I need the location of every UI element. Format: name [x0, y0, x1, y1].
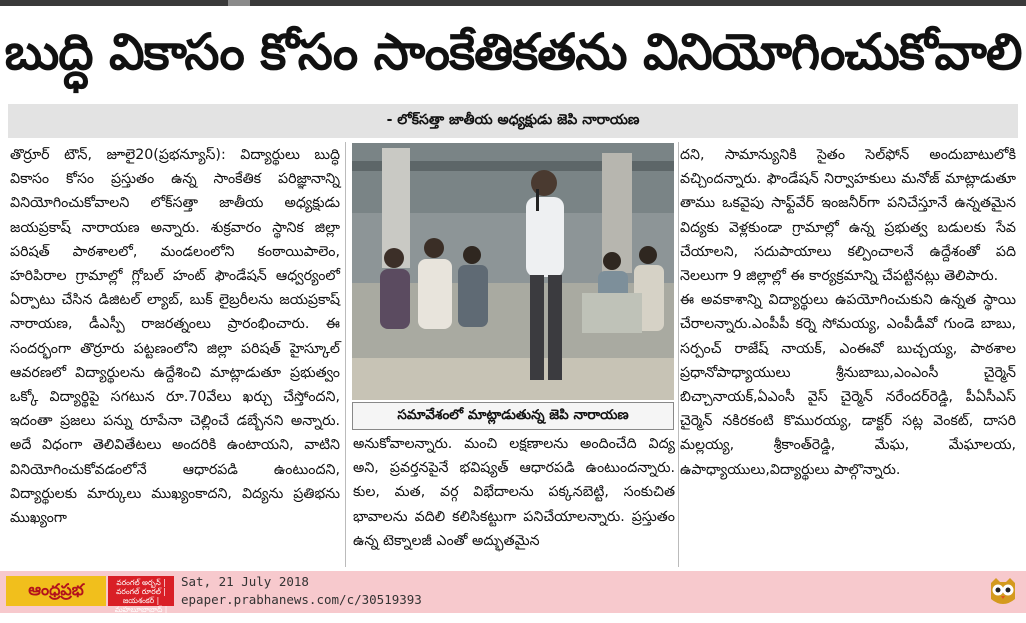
article-text-col1: తొర్రూర్ టౌన్, జూలై20(ప్రభన్యూస్): విద్యార్థులు బుద్ధి వికాసం కోసం ప్రస్తుతం ఉన్న సాంకేతిక పరిజ్ఞానాన్ని వినియోగించుకోవాలని లోక్‌సత్తా జాతీయ అధ్యక్షుడు జయప్రకాష్ నారాయణ అన్నారు. శుక్రవారం స్థానిక జిల్లా పరిషత్ పాఠశాలలో, మండలంలోని కంఠాయిపాలెం, హరిపిరాల గ్రామాల్లో గ్లోబల్ హంట్ ఫౌండేషన్ ఆధ్వర్యంలో ఏర్పాటు చేసిన డిజిటల్ ల్యాబ్, బుక్ లైబ్రరీలను జయప్రకాష్ నారాయణ, డీఎస్పీ రాజరత్నంలు ప్రారంభించారు. ఈ సందర్భంగా తొర్రూరు పట్టణంలోని జిల్లా పరిషత్ హైస్కూల్ ఆవరణలో విద్యార్థులను ఉద్దేశించి మాట్లాడుతూ ప్రభుత్వం ఒక్కో విద్యార్థిపై సగటున రూ.70వేలు ఖర్చు చేస్తోందని, ఇదంతా ప్రజలు పన్ను రూపేనా చెల్లించే డబ్బేనని అన్నారు. అదే విధంగా తెలివితేటలు అందరికి ఉంటాయని, వాటిని వినియోగించుకోవడంలోనే ఆధారపడి ఉంటుందని, విద్యార్థులకు మార్కులు ముఖ్యంకాదని, విద్యను ప్రతిభను ముఖ్యంగా — [10, 147, 340, 527]
edition-list: వరంగల్ అర్బన్ | వరంగల్ రూరల్ | జయశంకర్ | మహబూబాబాద్ | జనగామ — [108, 576, 174, 606]
article-subheadline: - లోక్‌సత్తా జాతీయ అధ్యక్షుడు జెపి నారాయణ — [8, 104, 1018, 138]
article-column-left — [10, 143, 340, 567]
article-headline: బుద్ధి వికాసం కోసం సాంకేతికతను వినియోగించుకోవాలి — [4, 22, 1022, 81]
newspaper-logo: ఆంధ్రప్రభ — [6, 576, 106, 606]
speaker-photo-illustration — [352, 143, 674, 400]
epaper-footer — [0, 571, 1026, 623]
article-text-col3b: ఈ అవకాశాన్ని విద్యార్థులు ఉపయోగించుకుని ఉన్నత స్థాయి చేరాలన్నారు.ఎంపీపీ కర్నె సోమయ్య, ఎంపీడీవో గుండె బాబు, సర్పంచ్ రాజేష్ నాయక్, ఎంఈవో బుచ్చయ్య, పాఠశాల ప్రధానోపాధ్యాయులు శ్రీనుబాబు,ఎంఎంసీ చైర్మెన్ బిచ్చానాయక్,ఏఎంసీ వైస్ చైర్మెన్ నరేందర్‌రెడ్డి, పీఏసీఎస్ చైర్మెన్ నకిరకంటి కొమురయ్య, డాక్టర్ సట్ల వెంకట్, దాసరి మల్లయ్య, శ్రీకాంత్‌రెడ్డి, మేఘ, మేఘాలయ, ఉపాధ్యాయులు,విద్యార్థులు పాల్గొన్నారు. — [680, 292, 1016, 478]
top-page-strip-marker — [228, 0, 250, 6]
photo-caption: సమావేశంలో మాట్లాడుతున్న జెపి నారాయణ — [352, 402, 674, 430]
top-page-strip — [0, 0, 1026, 6]
publication-date: Sat, 21 July 2018 — [181, 574, 309, 589]
article-text-col3a: దని, సామాన్యునికి సైతం సెల్‌ఫోన్ అందుబాటులోకి వచ్చిందన్నారు. ఫౌండేషన్ నిర్వాహకులు మనోజ్ మాట్లాడుతూ తాము ఒకవైపు సాఫ్ట్‌వేర్ ఇంజనీర్‌గా పనిచేస్తూనే ఉన్నతమైన విద్యకు వెళ్లకుండా గ్రామాల్లో ఉన్న ప్రభుత్వ బడులకు సేవ చేయాలని, సదుపాయాలు కల్పించాలనే ఉద్దేశంతో పది నెలలుగా 9 జిల్లాల్లో ఈ కార్యక్రమాన్ని చేపట్టినట్లు తెలిపారు. — [680, 147, 1016, 285]
column-divider-right — [678, 142, 679, 567]
article-column-right — [680, 143, 1016, 567]
article-column-middle — [353, 432, 675, 567]
column-divider-left — [345, 142, 346, 567]
article-text-col2: అనుకోవాలన్నారు. మంచి లక్షణాలను అందించేది విద్య అని, ప్రవర్తనపైనే భవిష్యత్ ఆధారపడి ఉంటుందన్నారు. కుల, మత, వర్గ విభేదాలను పక్కనబెట్టి, సంకుచిత భావాలను వదిలి కలిసికట్టుగా పనిచేయాలన్నారు. ప్రస్తుతం ఉన్న టెక్నాలజీ ఎంతో అద్భుతమైన — [353, 436, 675, 549]
epaper-url[interactable]: epaper.prabhanews.com/c/30519393 — [181, 592, 422, 607]
owl-icon — [986, 575, 1020, 609]
article-photo — [352, 143, 674, 400]
